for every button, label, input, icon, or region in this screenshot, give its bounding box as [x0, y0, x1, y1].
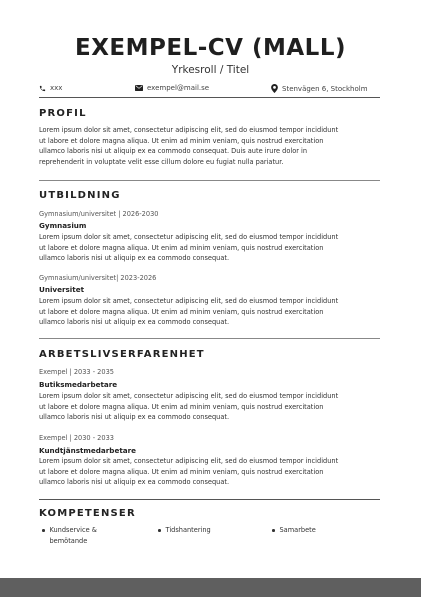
education-line: ullamco laboris nisi ut aliquip ex ea commodo consequat.: [39, 318, 230, 326]
skill-text: [50, 525, 97, 546]
contact-phone: [39, 84, 62, 92]
contact-row: [39, 84, 380, 96]
profile-text: [39, 125, 382, 167]
education-title: Universitet: [39, 285, 85, 294]
bullet-icon: [158, 529, 161, 532]
section-divider: [39, 499, 380, 500]
experience-meta: Exempel | 2030 - 2033: [39, 434, 114, 442]
skill-text: Samarbete: [279, 526, 316, 534]
education-heading: UTBILDNING: [39, 190, 121, 201]
education-line: Lorem ipsum dolor sit amet, consectetur adipiscing elit, sed do eiusmod tempor incididunt: [39, 233, 339, 241]
experience-line: ut labore et dolore magna aliqua. Ut enim ad minim veniam, quis nostrud exercitation: [39, 402, 324, 411]
mail-icon: [135, 85, 143, 91]
experience-line: ullamco laboris nisi ut aliquip ex ea commodo consequat.: [39, 413, 230, 421]
experience-meta: Exempel | 2033 - 2035: [39, 368, 114, 376]
experience-line: ullamco laboris nisi ut aliquip ex ea commodo consequat.: [39, 478, 230, 486]
contact-divider: [39, 97, 380, 98]
cv-name: EXEMPEL-CV (MALL): [74, 35, 347, 61]
education-meta: Gymnasium/universitet| 2023-2026: [39, 274, 157, 282]
location-pin-icon: [271, 84, 278, 93]
address-text: Stenvägen 6, Stockholm: [282, 84, 368, 93]
experience-title: Butiksmedarbetare: [39, 380, 118, 389]
education-text: [39, 296, 382, 328]
education-title: Gymnasium: [39, 221, 87, 230]
experience-text: [39, 456, 382, 488]
cv-role: Yrkesroll / Titel: [171, 64, 250, 76]
profile-heading: PROFIL: [39, 108, 87, 119]
experience-line: ut labore et dolore magna aliqua. Ut enim ad minim veniam, quis nostrud exercitation: [39, 467, 324, 476]
bullet-icon: [272, 529, 275, 532]
education-line: ullamco laboris nisi ut aliquip ex ea commodo consequat.: [39, 254, 230, 262]
skill-line: bemötande: [49, 536, 88, 545]
contact-address: [271, 84, 368, 93]
experience-line: Lorem ipsum dolor sit amet, consectetur adipiscing elit, sed do eiusmod tempor incididunt: [39, 457, 339, 465]
education-meta: Gymnasium/universitet | 2026-2030: [39, 210, 159, 218]
skill-item: [158, 525, 211, 536]
experience-line: Lorem ipsum dolor sit amet, consectetur adipiscing elit, sed do eiusmod tempor incididunt: [39, 392, 339, 400]
email-text: exempel@mail.se: [147, 84, 210, 92]
profile-line: Lorem ipsum dolor sit amet, consectetur adipiscing elit, sed do eiusmod tempor incididunt: [39, 126, 339, 134]
education-line: ut labore et dolore magna aliqua. Ut enim ad minim veniam, quis nostrud exercitation: [39, 243, 324, 252]
experience-text: [39, 391, 382, 423]
section-divider: [39, 180, 380, 181]
skill-item: [42, 525, 97, 546]
education-text: [39, 232, 382, 264]
section-divider: [39, 338, 380, 339]
profile-line: ullamco laboris nisi ut aliquip ex ea commodo consequat. Duis aute irure dolor in: [39, 147, 308, 155]
skill-text: Tidshantering: [165, 526, 211, 534]
experience-title: Kundtjänstmedarbetare: [39, 446, 137, 455]
experience-heading: ARBETSLIVSERFARENHET: [39, 349, 205, 360]
skill-line: Kundservice &: [49, 526, 97, 534]
profile-line: reprehenderit in voluptate velit esse cillum dolore eu fugiat nulla pariatur.: [39, 157, 284, 166]
skills-heading: KOMPETENSER: [39, 508, 136, 519]
skill-item: [272, 525, 316, 536]
profile-line: ut labore et dolore magna aliqua. Ut enim ad minim veniam, quis nostrud exercitation: [39, 136, 324, 145]
education-line: Lorem ipsum dolor sit amet, consectetur adipiscing elit, sed do eiusmod tempor incididunt: [39, 297, 339, 305]
phone-icon: [39, 85, 46, 92]
education-line: ut labore et dolore magna aliqua. Ut enim ad minim veniam, quis nostrud exercitation: [39, 307, 324, 316]
phone-text: xxx: [50, 84, 63, 92]
bullet-icon: [42, 529, 45, 532]
contact-email: [135, 84, 209, 92]
footer-bar: [0, 578, 421, 597]
